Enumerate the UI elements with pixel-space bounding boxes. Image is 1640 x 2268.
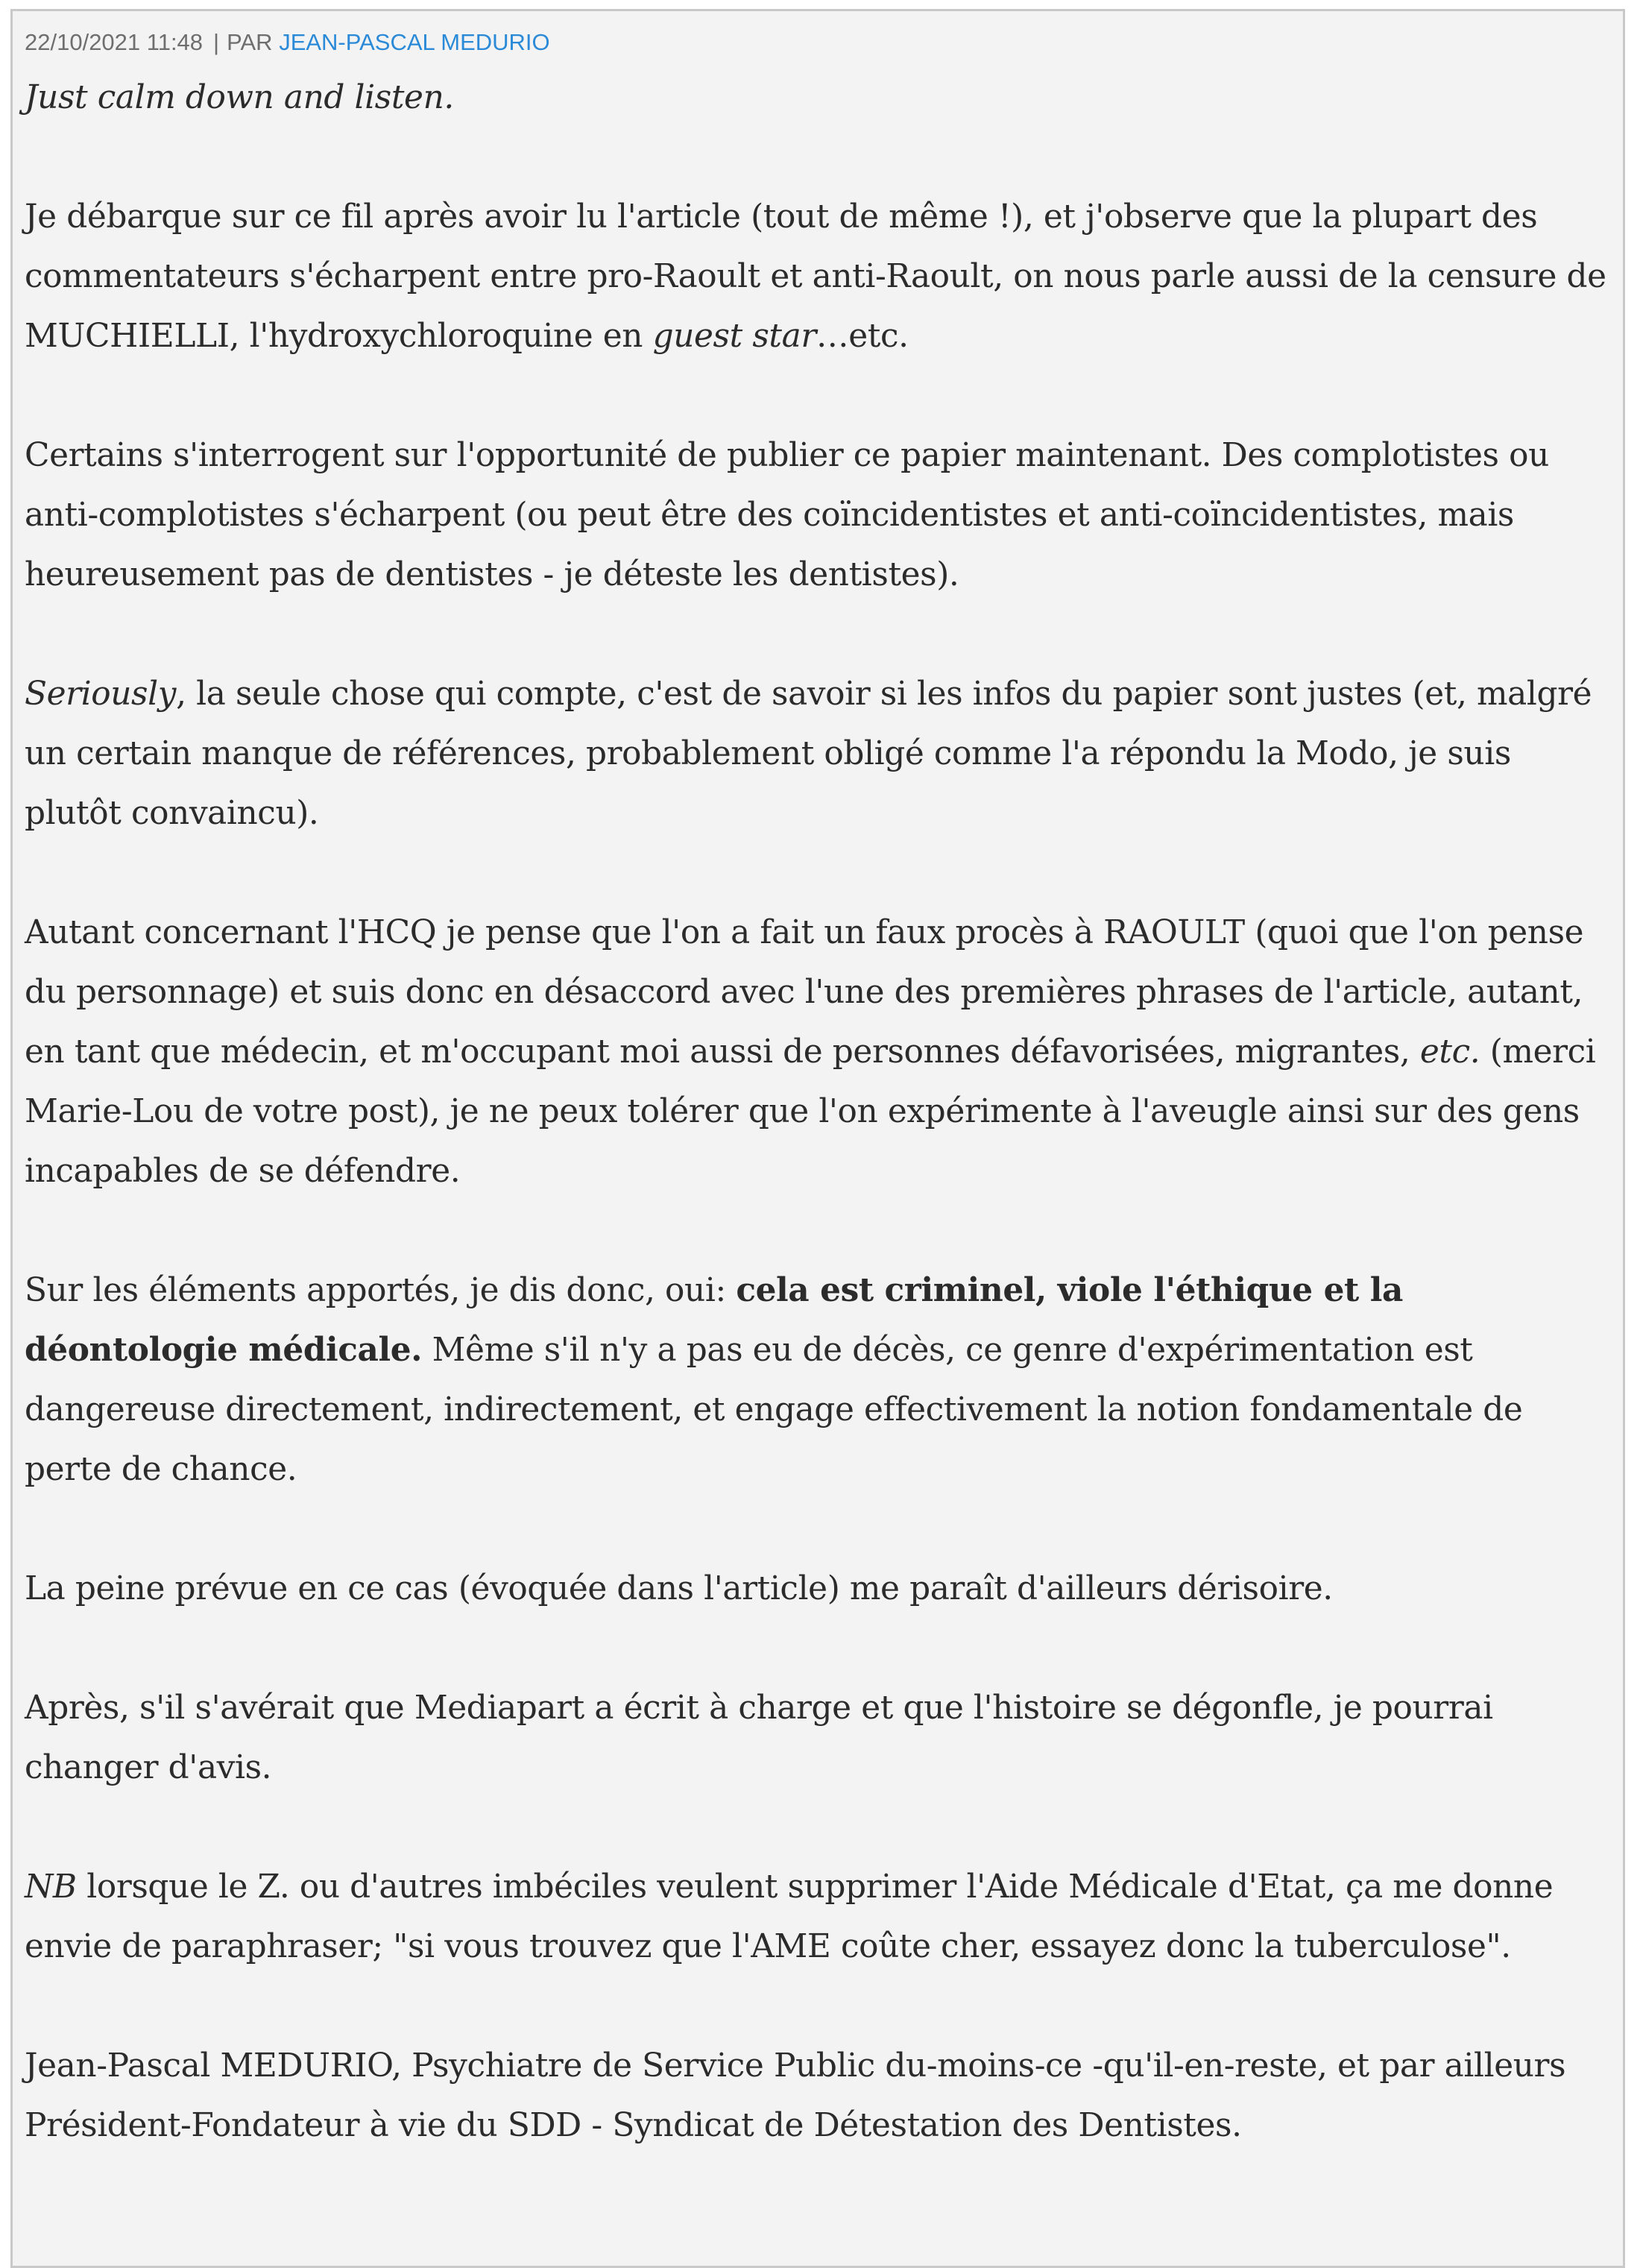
comment-meta — [25, 25, 1612, 60]
paragraph-9 — [25, 1857, 1612, 1976]
comment-card — [10, 9, 1625, 2268]
comment-timestamp: 22/10/2021 11:48 — [25, 29, 204, 55]
by-label: PAR — [227, 29, 273, 55]
paragraph-intro — [25, 68, 1612, 127]
text-span: , la seule chose qui compte, c'est de savoir si les infos du papier sont justes (et, malgré un certain manque de références, probablement obligé comme l'a répondu la Modo, je suis plutôt convaincu). — [25, 675, 1592, 832]
author-link[interactable]: JEAN-PASCAL MEDURIO — [279, 29, 550, 55]
italic-span: etc. — [1419, 1033, 1480, 1071]
text-span: Autant concernant l'HCQ je pense que l'on a fait un faux procès à RAOULT (quoi que l'on pense du personnage) et suis donc en désaccord avec l'une des premières phrases de l'article, autant, en tant que médecin, et m'occupant moi aussi de personnes défavorisées, migrantes, — [25, 913, 1584, 1071]
italic-span: guest star — [652, 317, 816, 355]
text-span: lorsque le Z. ou d'autres imbéciles veulent supprimer l'Aide Médicale d'Etat, ça me donne envie de paraphraser; "si vous trouvez que l'AME coûte cher, essayez donc la tuberculose". — [25, 1868, 1554, 1965]
paragraph-7 — [25, 1559, 1612, 1619]
text-span: …etc. — [816, 317, 909, 355]
text-span: Certains s'interrogent sur l'opportunité de publier ce papier maintenant. Des complotistes ou anti-complotistes s'écharpent (ou peut être des coïncidentistes et anti-coïncidentistes, mais heureusement pas de dentistes - je déteste les dentistes). — [25, 436, 1549, 593]
paragraph-signature — [25, 2036, 1612, 2155]
paragraph-4 — [25, 664, 1612, 843]
italic-span: Seriously — [25, 675, 177, 713]
text-span: Sur les éléments apportés, je dis donc, oui: — [25, 1271, 737, 1309]
bold-span: cela est criminel, viole l'éthique et la déontologie médicale. — [25, 1271, 1403, 1369]
text-span: (merci Marie-Lou de votre post), je ne peux tolérer que l'on expérimente à l'aveugle ainsi sur des gens incapables de se défendre. — [25, 1033, 1596, 1190]
paragraph-6 — [25, 1261, 1612, 1499]
text-span: Je débarque sur ce fil après avoir lu l'article (tout de même !), et j'observe que la plupart des commentateurs s'écharpent entre pro-Raoult et anti-Raoult, on nous parle aussi de la censure de MUCHIELLI, l'hydroxychloroquine en — [25, 198, 1606, 355]
intro-italic: Just calm down and listen. — [25, 78, 454, 116]
text-span: La peine prévue en ce cas (évoquée dans l'article) me paraît d'ailleurs dérisoire. — [25, 1569, 1333, 1607]
paragraph-3 — [25, 426, 1612, 605]
text-span: Jean-Pascal MEDURIO, Psychiatre de Service Public du-moins-ce -qu'il-en-reste, et par ailleurs Président-Fondateur à vie du SDD - Syndicat de Détestation des Dentistes. — [25, 2047, 1566, 2144]
paragraph-5 — [25, 903, 1612, 1201]
italic-span: NB — [25, 1868, 77, 1906]
paragraph-8 — [25, 1678, 1612, 1798]
meta-separator: | — [213, 29, 220, 55]
text-span: Après, s'il s'avérait que Mediapart a écrit à charge et que l'histoire se dégonfle, je pourrai changer d'avis. — [25, 1689, 1493, 1786]
text-span: Même s'il n'y a pas eu de décès, ce genre d'expérimentation est dangereuse directement, indirectement, et engage effectivement la notion fondamentale de perte de chance. — [25, 1331, 1523, 1488]
comment-body — [25, 68, 1612, 2155]
paragraph-2 — [25, 187, 1612, 366]
